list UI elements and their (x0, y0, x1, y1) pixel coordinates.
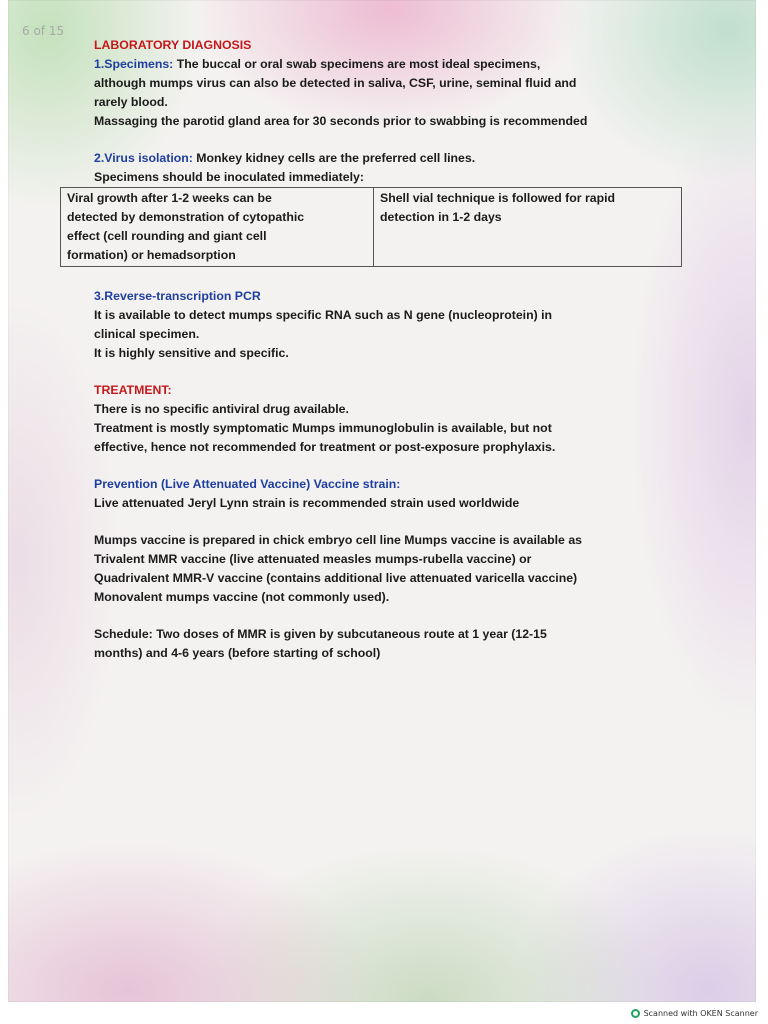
scanned-page (8, 0, 756, 1002)
watermark-text: Scanned with OKEN Scanner (643, 1009, 758, 1018)
table-left-line: formation) or hemadsorption (67, 248, 236, 262)
rt-pcr-line-3: It is highly sensitive and specific. (94, 346, 289, 360)
table-left-line: effect (cell rounding and giant cell (67, 229, 267, 243)
treatment-line-3: effective, hence not recommended for treatment or post-exposure prophylaxis. (94, 440, 556, 454)
table-left-line: detected by demonstration of cytopathic (67, 210, 305, 224)
virus-isolation-line-2: Specimens should be inoculated immediately: (94, 170, 364, 184)
table-cell-left (61, 188, 374, 266)
rt-pcr-heading: 3.Reverse-transcription PCR (94, 289, 261, 303)
specimens-line-1 (94, 55, 694, 74)
table-right-line: Shell vial technique is followed for rapid (380, 191, 616, 205)
specimens-line-3: rarely blood. (94, 95, 168, 109)
schedule-line-1 (94, 625, 694, 644)
treatment-line-1: There is no specific antiviral drug available. (94, 402, 349, 416)
treatment-line-2: Treatment is mostly symptomatic Mumps immunoglobulin is available, but not (94, 421, 552, 435)
vaccine-line-1: Mumps vaccine is prepared in chick embryo cell line Mumps vaccine is available as (94, 533, 582, 547)
prevention-line-1: Live attenuated Jeryl Lynn strain is recommended strain used worldwide (94, 496, 520, 510)
specimens-label: 1.Specimens: (94, 57, 174, 71)
table-left-line: Viral growth after 1-2 weeks can be (67, 191, 272, 205)
treatment-heading: TREATMENT: (94, 383, 172, 397)
specimens-text-1: The buccal or oral swab specimens are most ideal specimens, (176, 57, 541, 71)
prevention-heading: Prevention (Live Attenuated Vaccine) Vaccine strain: (94, 477, 401, 491)
vaccine-line-4: Monovalent mumps vaccine (not commonly used). (94, 590, 390, 604)
rt-pcr-line-1: It is available to detect mumps specific RNA such as N gene (nucleoprotein) in (94, 308, 553, 322)
virus-isolation-table (60, 187, 682, 267)
scanner-watermark (631, 1009, 758, 1018)
oken-scanner-logo-icon (631, 1009, 640, 1018)
vaccine-line-3: Quadrivalent MMR-V vaccine (contains additional live attenuated varicella vaccine) (94, 571, 578, 585)
lab-diagnosis-heading: LABORATORY DIAGNOSIS (94, 38, 252, 52)
virus-isolation-line-1 (94, 149, 694, 168)
document-body (67, 36, 694, 663)
specimens-line-2: although mumps virus can also be detected in saliva, CSF, urine, seminal fluid and (94, 76, 577, 90)
page-counter: 6 of 15 (22, 24, 65, 38)
table-right-line: detection in 1-2 days (380, 210, 502, 224)
schedule-label: Schedule: (94, 627, 153, 641)
schedule-line-2: months) and 4-6 years (before starting of school) (94, 646, 381, 660)
rt-pcr-line-2: clinical specimen. (94, 327, 200, 341)
vaccine-line-2: Trivalent MMR vaccine (live attenuated measles mumps-rubella vaccine) or (94, 552, 532, 566)
virus-isolation-label: 2.Virus isolation: (94, 151, 193, 165)
table-cell-right (374, 188, 681, 266)
specimens-line-4: Massaging the parotid gland area for 30 seconds prior to swabbing is recommended (94, 114, 588, 128)
virus-isolation-text-1: Monkey kidney cells are the preferred cell lines. (196, 151, 476, 165)
schedule-text-1: Two doses of MMR is given by subcutaneous route at 1 year (12-15 (156, 627, 547, 641)
